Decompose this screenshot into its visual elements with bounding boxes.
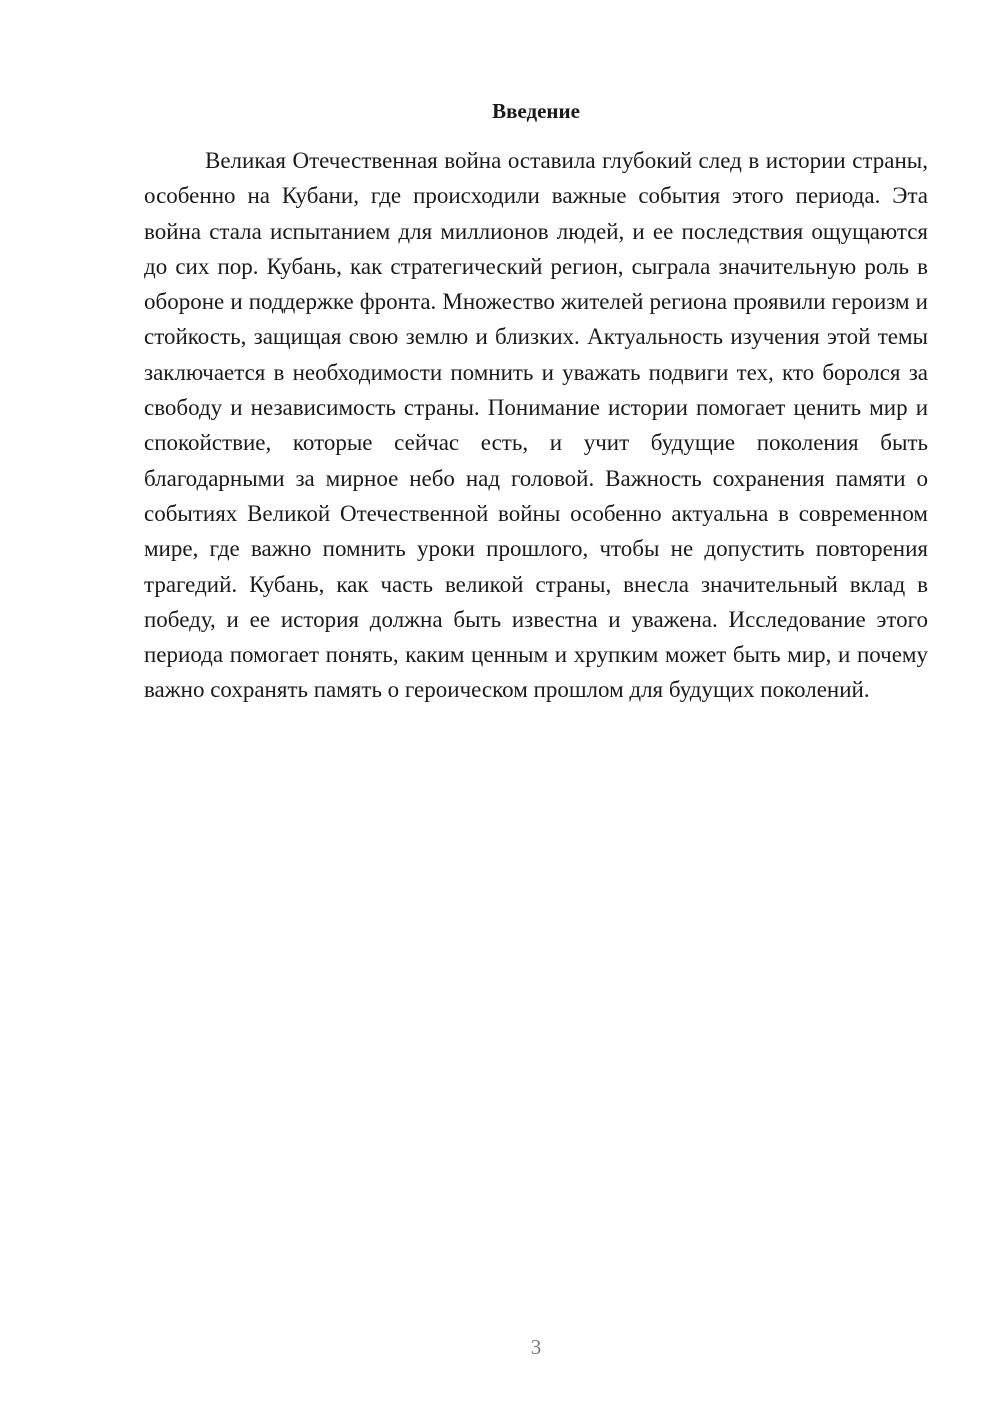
body-paragraph: Великая Отечественная война оставила глубокий след в истории страны, особенно на Кубани, где происходили важные события этого периода. Эта война стала испытанием для миллионов людей, и ее последствия ощущаются до сих пор. Кубань, как стратегический регион, сыграла значительную роль в обороне и поддержке фронта. Множество жителей региона проявили героизм и стойкость, защищая свою землю и близких. Актуальность изучения этой темы заключается в необходимости помнить и уважать подвиги тех, кто боролся за свободу и независимость страны. Понимание истории помогает ценить мир и спокойствие, которые сейчас есть, и учит будущие поколения быть благодарными за мирное небо над головой. Важность сохранения памяти о событиях Великой Отечественной войны особенно актуальна в современном мире, где важно помнить уроки прошлого, чтобы не допустить повторения трагедий. Кубань, как часть великой страны, внесла значительный вклад в победу, и ее история должна быть известна и уважена. Исследование этого периода помогает понять, каким ценным и хрупким может быть мир, и почему важно сохранять память о героическом прошлом для будущих поколений. (144, 148, 928, 703)
section-title: Введение (492, 99, 580, 123)
page-number: 3 (530, 1335, 542, 1359)
